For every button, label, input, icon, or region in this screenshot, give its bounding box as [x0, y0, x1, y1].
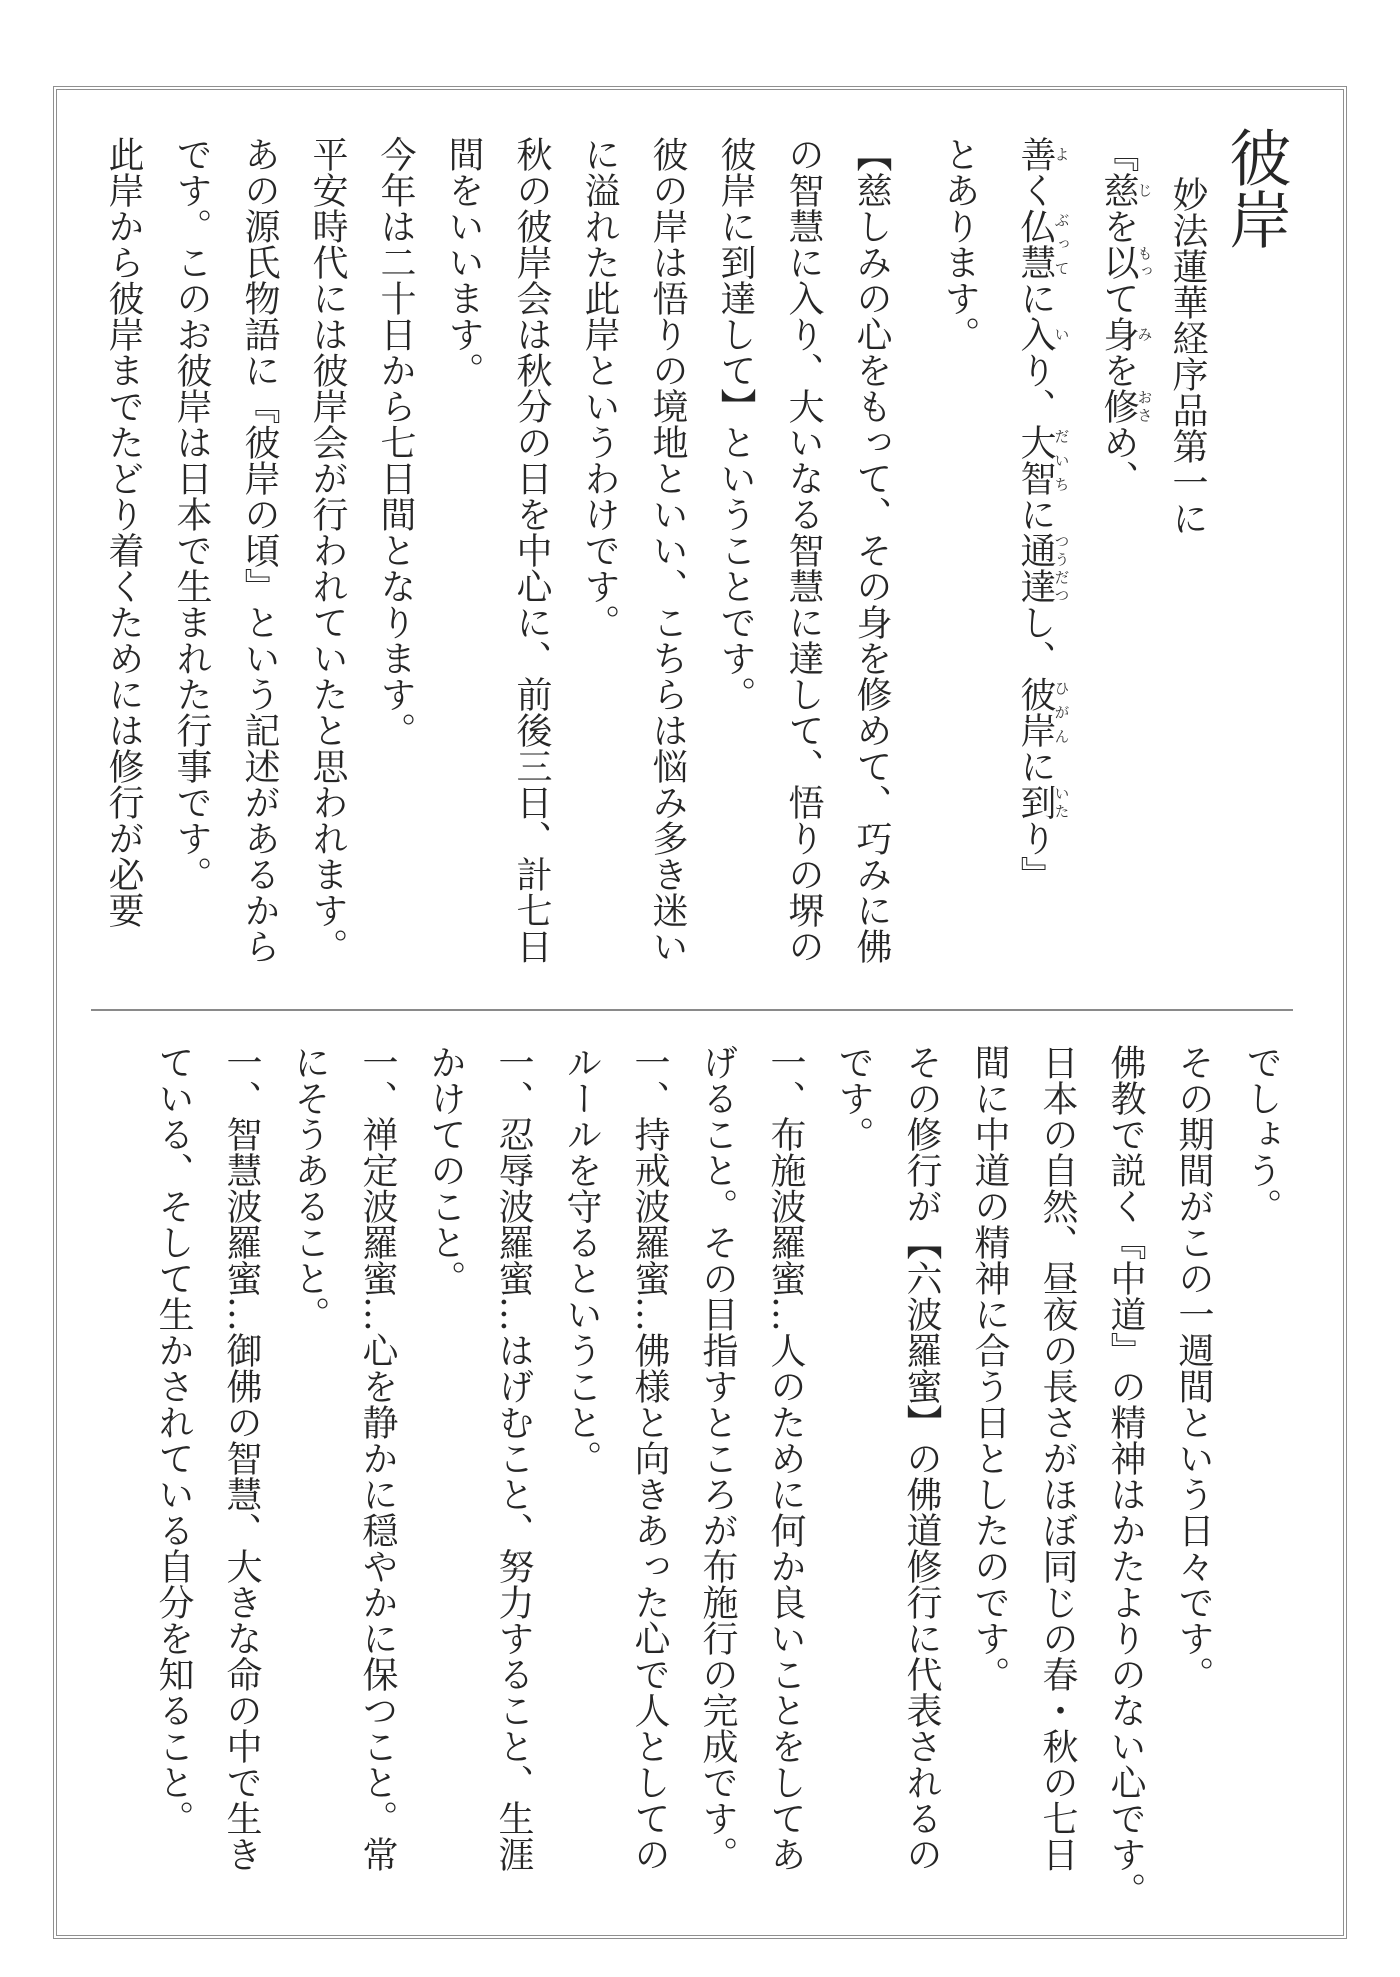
text-segment: に — [1015, 748, 1056, 784]
text-segment: く — [1015, 172, 1056, 208]
text-line: に溢れた此岸というわけです。 — [579, 136, 620, 640]
text-line: かけてのこと。 — [425, 1044, 466, 1296]
ruby-base: 以 — [1098, 244, 1139, 280]
ruby-word — [1015, 136, 1071, 172]
text-segment: め、 — [1098, 424, 1139, 496]
section-divider — [91, 1009, 1293, 1011]
ruby-word — [1015, 208, 1071, 280]
text-line: 今年は二十日から七日間となります。 — [375, 136, 416, 748]
ruby-word — [1015, 532, 1071, 604]
ruby-word — [1098, 388, 1154, 424]
text-segment: に — [1015, 280, 1056, 316]
lower-section — [139, 1044, 1295, 1924]
text-line: 彼岸に到達して】ということです。 — [715, 136, 756, 712]
text-segment: に — [1015, 496, 1056, 532]
text-line: 此岸から彼岸までたどり着くためには修行が必要 — [103, 136, 144, 928]
text-line: 日本の自然、昼夜の長さがほぼ同じの春・秋の七日 — [1037, 1044, 1078, 1872]
upper-section — [89, 126, 1295, 996]
ruby-base: 彼岸 — [1015, 676, 1056, 748]
ruby-base: 身 — [1098, 316, 1139, 352]
furigana: ぶって — [1052, 208, 1071, 280]
text-line: ている、そして生かされている自分を知ること。 — [153, 1044, 194, 1836]
ruby-word — [1015, 316, 1071, 352]
list-item: 一、禅定波羅蜜…心を静かに穏やかに保つこと。常 — [357, 1044, 398, 1872]
text-segment: 『 — [1098, 136, 1139, 172]
text-line: 間に中道の精神に合う日としたのです。 — [969, 1044, 1010, 1692]
page-title: 彼岸 — [1219, 126, 1292, 250]
list-item: 一、智慧波羅蜜…御佛の智慧、大きな命の中で生き — [221, 1044, 262, 1872]
ruby-word — [1015, 676, 1071, 748]
ruby-word — [1015, 424, 1071, 496]
text-line: です。 — [833, 1044, 874, 1152]
ruby-word — [1098, 172, 1154, 208]
furigana: み — [1135, 316, 1154, 352]
furigana: い — [1052, 316, 1071, 352]
text-line: その期間がこの一週間という日々です。 — [1173, 1044, 1214, 1692]
furigana: よ — [1052, 136, 1071, 172]
furigana: いた — [1052, 784, 1071, 820]
furigana: もっ — [1135, 244, 1154, 280]
text-line: 平安時代には彼岸会が行われていたと思われます。 — [307, 136, 348, 964]
text-line: その修行が【六波羅蜜】の佛道修行に代表されるの — [901, 1044, 942, 1872]
ruby-word — [1098, 316, 1154, 352]
ruby-base: 通達 — [1015, 532, 1056, 604]
ruby-base: 入 — [1015, 316, 1056, 352]
text-line: 彼の岸は悟りの境地といい、こちらは悩み多き迷い — [647, 136, 688, 964]
text-line: 間をいいます。 — [443, 136, 484, 388]
text-segment: を — [1098, 208, 1139, 244]
list-item: 一、布施波羅蜜…人のために何か良いことをしてあ — [765, 1044, 806, 1872]
text-line: 佛教で説く『中道』の精神はかたよりのない心です。 — [1105, 1044, 1146, 1908]
furigana: じ — [1135, 172, 1154, 208]
text-line: 【慈しみの心をもって、その身を修めて、巧みに佛 — [851, 136, 892, 964]
ruby-base: 善 — [1015, 136, 1056, 172]
text-line: 秋の彼岸会は秋分の日を中心に、前後三日、計七日 — [511, 136, 552, 964]
ruby-base: 慈 — [1098, 172, 1139, 208]
furigana: ひがん — [1052, 676, 1071, 748]
text-line: にそうあること。 — [289, 1044, 330, 1332]
text-line: です。このお彼岸は日本で生まれた行事です。 — [171, 136, 212, 892]
furigana: つうだつ — [1052, 532, 1071, 604]
text-line: でしょう。 — [1241, 1044, 1282, 1224]
text-line: とあります。 — [939, 136, 980, 352]
text-line: 妙法蓮華経序品第一に — [1167, 176, 1208, 536]
text-line: げること。その目指すところが布施行の完成です。 — [697, 1044, 738, 1872]
quote-line — [994, 136, 1077, 996]
text-line: ルールを守るということ。 — [561, 1044, 602, 1476]
furigana: おさ — [1135, 388, 1154, 424]
ruby-base: 仏慧 — [1015, 208, 1056, 280]
ruby-word — [1015, 784, 1071, 820]
ruby-word — [1098, 244, 1154, 280]
text-line: あの源氏物語に『彼岸の頃』という記述があるから — [239, 136, 280, 964]
list-item: 一、持戒波羅蜜…佛様と向きあった心で人としての — [629, 1044, 670, 1872]
text-segment: て — [1098, 280, 1139, 316]
ruby-base: 修 — [1098, 388, 1139, 424]
text-segment: り、 — [1015, 352, 1056, 424]
ruby-base: 大智 — [1015, 424, 1056, 496]
text-segment: を — [1098, 352, 1139, 388]
text-segment: り』 — [1015, 820, 1056, 892]
furigana: だいち — [1052, 424, 1071, 496]
document-frame — [53, 86, 1347, 1939]
list-item: 一、忍辱波羅蜜…はげむこと、努力すること、生涯 — [493, 1044, 534, 1872]
ruby-base: 到 — [1015, 784, 1056, 820]
text-line: の智慧に入り、大いなる智慧に達して、悟りの堺の — [783, 136, 824, 964]
text-segment: し、 — [1015, 604, 1056, 676]
quote-line — [1077, 136, 1160, 996]
